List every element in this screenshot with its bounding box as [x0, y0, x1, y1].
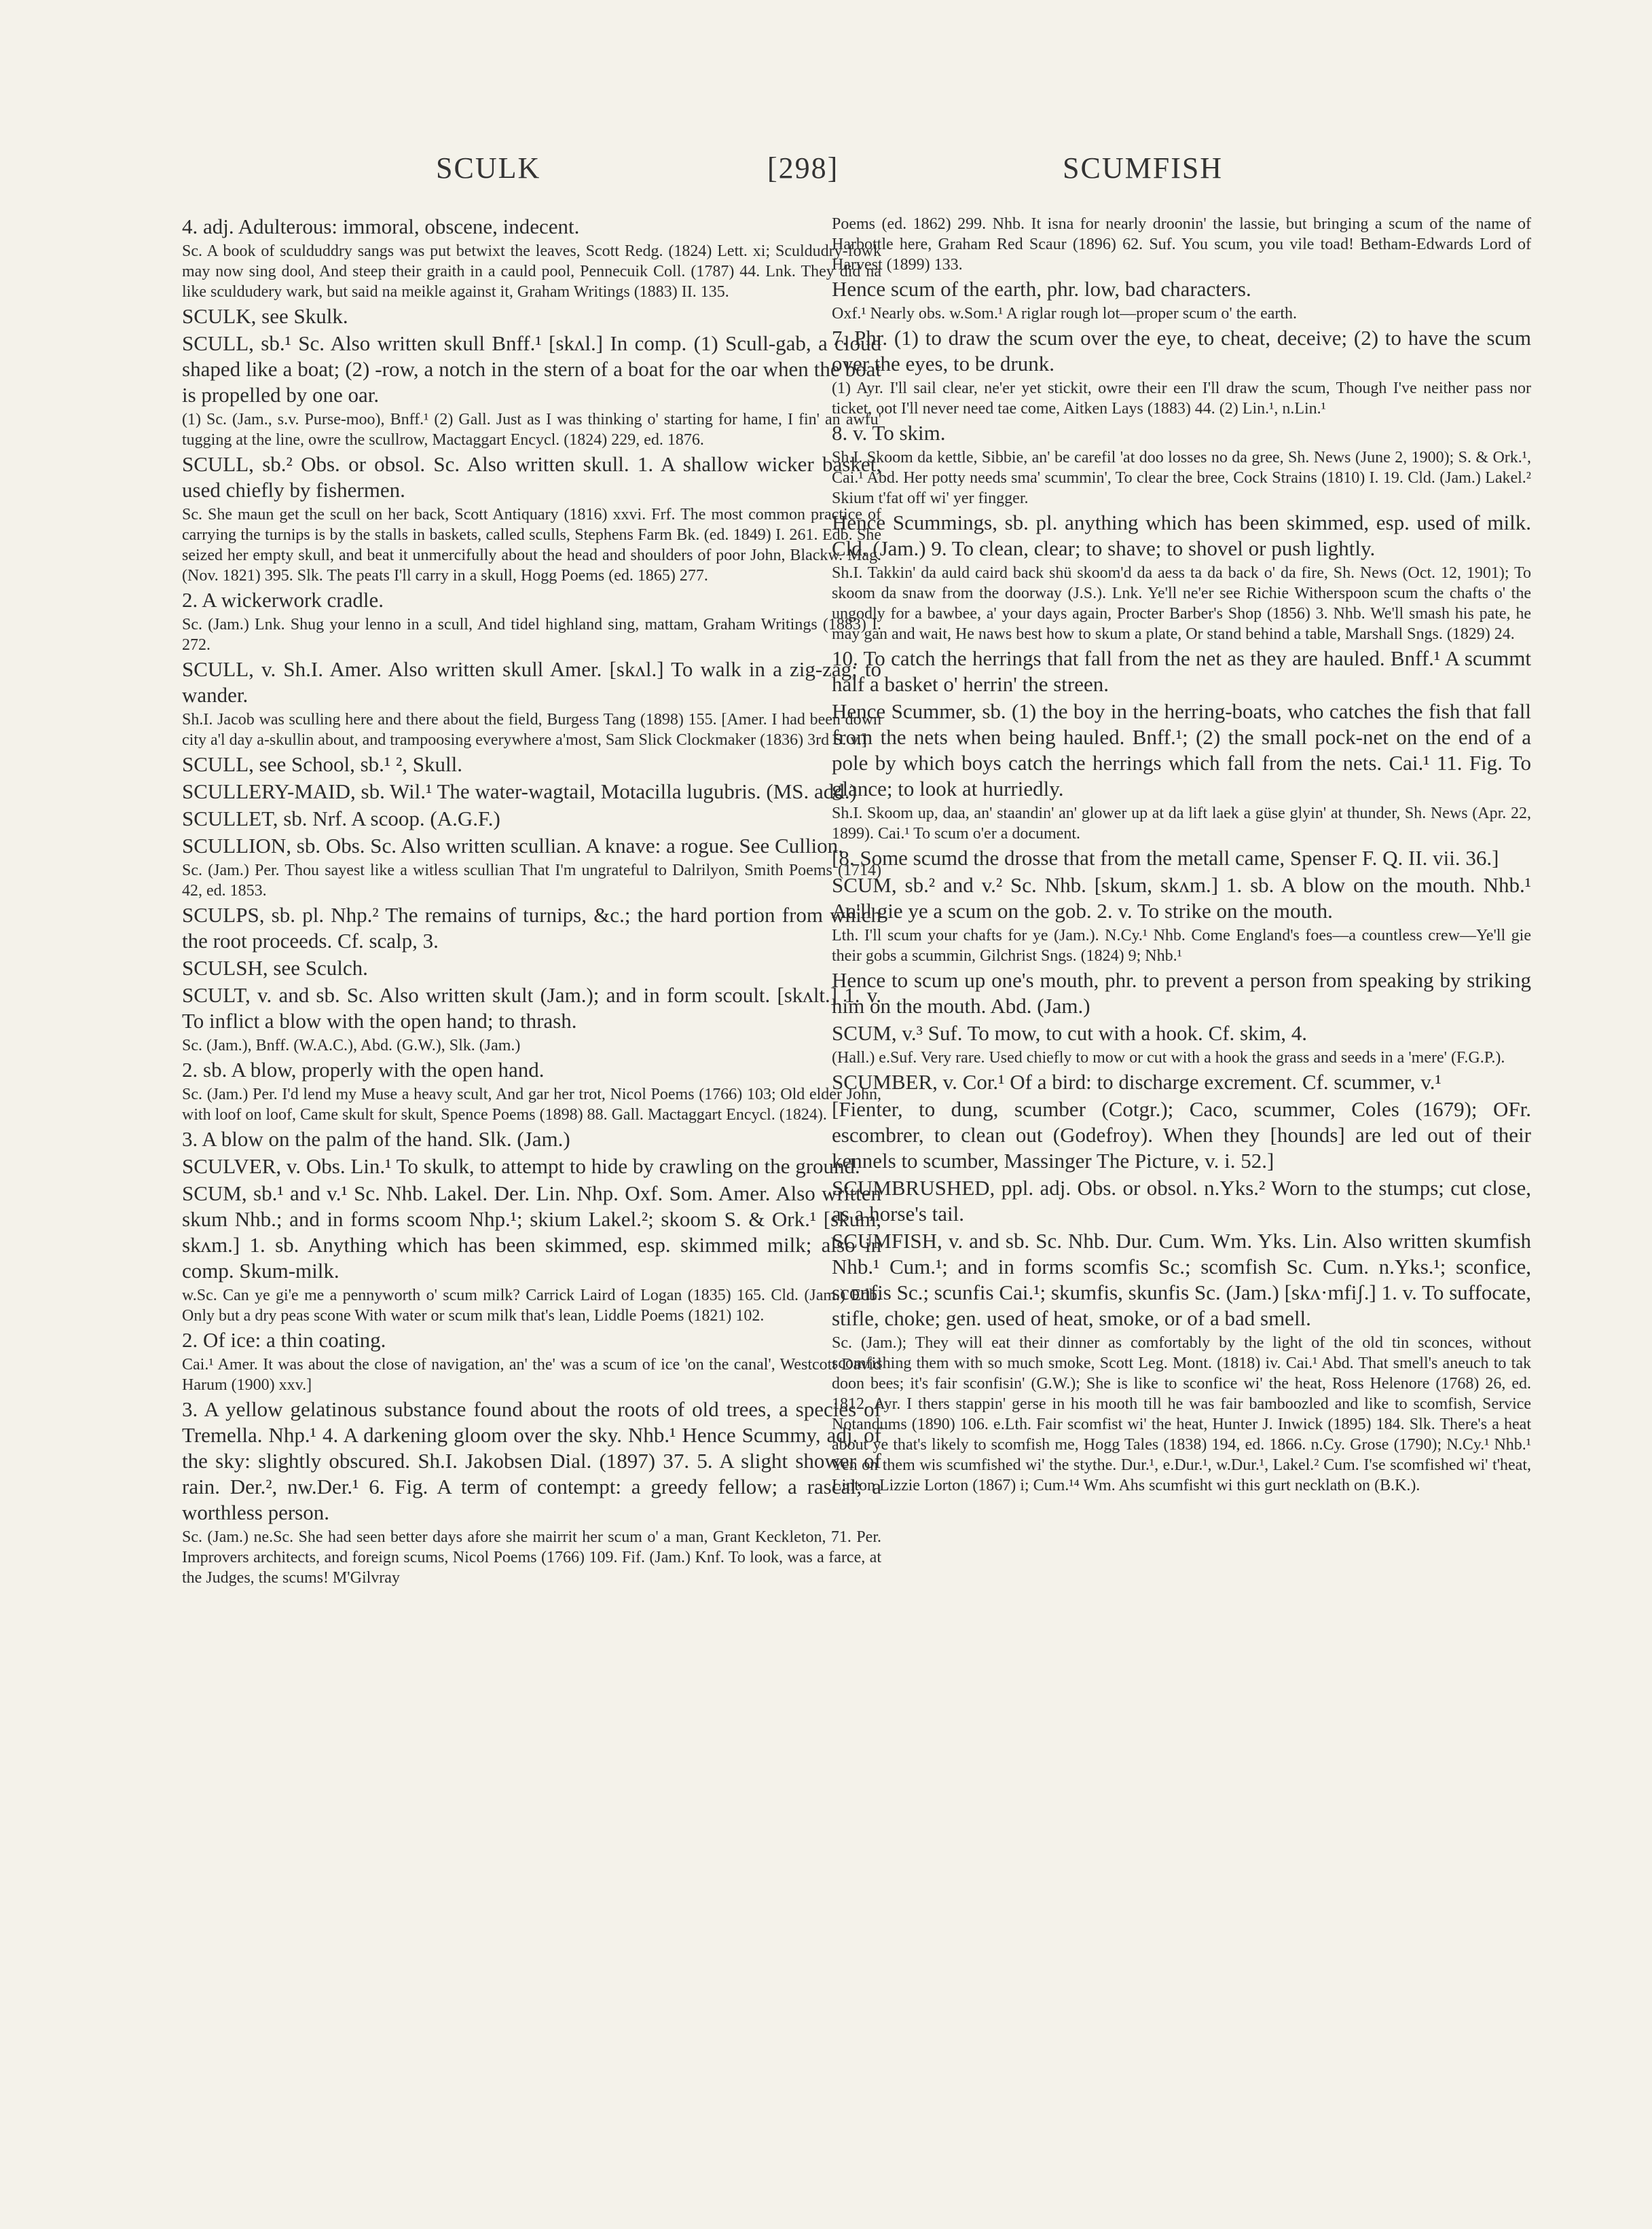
entry-paragraph: [Fienter, to dung, scumber (Cotgr.); Caco, scummer, Coles (1679); OFr. escombrer, to clean out (Godefroy). When they [hounds] are led out of their kennels to scumber, Massinger The Picture, v. i. 52.] [832, 1097, 1531, 1173]
entry-paragraph: Hence Scummer, sb. (1) the boy in the herring-boats, who catches the fish that fall from the nets when being hauled. Bnff.¹; (2) the small pock-net on the end of a pole by which boys catch the herrings which fall from the nets. Cai.¹ 11. Fig. To glance; to look at hurriedly. [832, 699, 1531, 800]
entry-paragraph: SCULL, see School, sb.¹ ², Skull. [182, 752, 462, 776]
entry-paragraph: [8. Some scumd the drosse that from the metall came, Spenser F. Q. II. vii. 36.] [832, 846, 1499, 870]
citation-paragraph: Sh.I. Takkin' da auld caird back shü skoom'd da aess ta da back o' da fire, Sh. News (Oct. 12, 1901); To skoom da snaw from the doorway (J.S.). Lnk. Ye'll ne'er see Richie Witherspoon scum the chafts o' the ungodly for a bawbee, a' your days again, Procter Barber's Shop (1856) 3. Nhb. We'll smash his pate, he may gan and wait, He naws best how to skum a plate, Or stand behind a table, Marshall Sngs. (1829) 24. [832, 564, 1531, 643]
citation-paragraph: Sc. (Jam.) Per. Thou sayest like a witless scullian That I'm ungrateful to Dalrilyon, Smith Poems (1714) 42, ed. 1853. [182, 862, 881, 900]
entry-paragraph: SCULLION, sb. Obs. Sc. Also written scullian. A knave: a rogue. See Cullion. [182, 834, 843, 858]
citation-paragraph: Poems (ed. 1862) 299. Nhb. It isna for nearly droonin' the lassie, but bringing a scum of the name of Harbottle here, Graham Red Scaur (1896) 62. Suf. You scum, you vile toad! Betham-Edwards Lord of Harvest (1899) 133. [832, 215, 1531, 274]
citation-paragraph: Sc. (Jam.) ne.Sc. She had seen better days afore she mairrit her scum o' a man, Grant Keckleton, 71. Per. Improvers architects, and foreign scums, Nicol Poems (1766) 109. Fif. (Jam.) Knf. To look, was a farce, at the Judges, the scums! M'Gilvray [182, 1528, 881, 1587]
entry-paragraph: SCUMBER, v. Cor.¹ Of a bird: to discharge excrement. Cf. scummer, v.¹ [832, 1070, 1442, 1094]
citation-paragraph: w.Sc. Can ye gi'e me a pennyworth o' scum milk? Carrick Laird of Logan (1835) 165. Cld. (Jam.) Edb. Only but a dry peas scone With water or scum milk that's lean, Liddle Poems (1821) 102. [182, 1287, 881, 1325]
entry-paragraph: SCULSH, see Sculch. [182, 956, 368, 980]
entry-paragraph: Hence Scummings, sb. pl. anything which has been skimmed, esp. used of milk. Cld. (Jam.) 9. To clean, clear; to shave; to shovel or push lightly. [832, 511, 1531, 560]
citation-paragraph: Sc. (Jam.), Bnff. (W.A.C.), Abd. (G.W.), Slk. (Jam.) [182, 1037, 521, 1054]
entry-paragraph: Hence to scum up one's mouth, phr. to prevent a person from speaking by striking him on the mouth. Abd. (Jam.) [832, 968, 1531, 1018]
entry-paragraph: 4. adj. Adulterous: immoral, obscene, indecent. [182, 215, 580, 238]
entry-paragraph: 2. A wickerwork cradle. [182, 588, 384, 612]
entry-paragraph: SCUM, v.³ Suf. To mow, to cut with a hook. Cf. skim, 4. [832, 1021, 1308, 1045]
entry-paragraph: SCULL, v. Sh.I. Amer. Also written skull Amer. [skʌl.] To walk in a zig-zag; to wander. [182, 657, 881, 707]
citation-paragraph: Oxf.¹ Nearly obs. w.Som.¹ A riglar rough lot—proper scum o' the earth. [832, 305, 1298, 323]
entry-paragraph: SCULK, see Skulk. [182, 304, 348, 328]
entry-paragraph: SCULL, sb.¹ Sc. Also written skull Bnff.¹ [skʌl.] In comp. (1) Scull-gab, a cloud shaped like a boat; (2) -row, a notch in the stern of a boat for the oar when the boat is propelled by one oar. [182, 331, 881, 407]
citation-paragraph: (Hall.) e.Suf. Very rare. Used chiefly to mow or cut with a hook the grass and seeds in a 'mere' (F.G.P.). [832, 1049, 1505, 1067]
entry-paragraph: SCUMBRUSHED, ppl. adj. Obs. or obsol. n.Yks.² Worn to the stumps; cut close, as a horse's tail. [832, 1176, 1531, 1226]
right-column [832, 214, 1531, 2135]
entry-paragraph: SCULLERY-MAID, sb. Wil.¹ The water-wagtail, Motacilla lugubris. (MS. add.) [182, 779, 857, 803]
citation-paragraph: Sc. (Jam.); They will eat their dinner as comfortably by the light of the old tin sconces, without scomfishing them with so much smoke, Scott Leg. Mont. (1818) iv. Cai.¹ Abd. That smell's aneuch to tak doon bees; it's fair sconfisin' (G.W.); She is like to sconfice wi' the heat, Ross Helenore (1768) 26, ed. 1812. Ayr. I thers stappin' gerse in his mooth till he was fair bamboozled and like to scomfish, Service Notandums (1890) 106. e.Lth. Fair scomfist wi' the heat, Hunter J. Inwick (1895) 184. Slk. There's a heat about ye that's likely to scomfish me, Hogg Tales (1838) 194, ed. 1866. n.Cy. Grose (1790); N.Cy.¹ Nhb.¹ Yen on them wis scumfished wi' the stythe. Dur.¹, e.Dur.¹, w.Dur.¹, Lakel.² Cum. I'se scomfished wi' t'heat, Linton Lizzie Lorton (1867) i; Cum.¹⁴ Wm. Ahs scumfisht wi this gurt necklath on (B.K.). [832, 1334, 1531, 1494]
entry-paragraph: SCULT, v. and sb. Sc. Also written skult (Jam.); and in form scoult. [skʌlt.] 1. v. To inflict a blow with the open hand; to thrash. [182, 983, 881, 1033]
entry-paragraph: 10. To catch the herrings that fall from the net as they are hauled. Bnff.¹ A scummt half a basket o' herrin' the streen. [832, 646, 1531, 696]
citation-paragraph: Sc. A book of sculduddry sangs was put betwixt the leaves, Scott Redg. (1824) Lett. xi; Sculdudry-fowk may now sing dool, And steep their graith in a cauld pool, Pennecuik Coll. (1787) 44. Lnk. They did na like sculdudery wark, but said na meikle against it, Graham Writings (1883) II. 135. [182, 242, 881, 301]
page-number: [298] [767, 151, 839, 185]
citation-paragraph: Cai.¹ Amer. It was about the close of navigation, an' the' was a scum of ice 'on the canal', Westcott David Harum (1900) xxv.] [182, 1356, 881, 1394]
citation-paragraph: Sc. (Jam.) Per. I'd lend my Muse a heavy scult, And gar her trot, Nicol Poems (1766) 103; Old elder John, with loof on loof, Came skult for skult, Spence Poems (1898) 88. Gall. Mactaggart Encycl. (1824). [182, 1086, 881, 1124]
citation-paragraph: (1) Ayr. I'll sail clear, ne'er yet stickit, owre their een I'll draw the scum, Though I've neither pass nor ticket, oot I'll never need tae come, Aitken Lays (1883) 44. (2) Lin.¹, n.Lin.¹ [832, 380, 1531, 418]
citation-paragraph: Sc. She maun get the scull on her back, Scott Antiquary (1816) xxvi. Frf. The most common practice of carrying the turnips is by the stalls in baskets, called sculls, Stephens Farm Bk. (ed. 1849) I. 261. Edb. She seized her empty skull, and beat it unmercifully about the head and shoulders of poor John, Blackw. Mag. (Nov. 1821) 395. Slk. The peats I'll carry in a skull, Hogg Poems (ed. 1865) 277. [182, 506, 881, 585]
entry-paragraph: SCULPS, sb. pl. Nhp.² The remains of turnips, &c.; the hard portion from which the root proceeds. Cf. scalp, 3. [182, 903, 881, 953]
entry-paragraph: SCUM, sb.¹ and v.¹ Sc. Nhb. Lakel. Der. Lin. Nhp. Oxf. Som. Amer. Also written skum Nhb.; and in forms scoom Nhp.¹; skium Lakel.²; skoom S. & Ork.¹ [skum, skʌm.] 1. sb. Anything which has been skimmed, esp. skimmed milk; also in comp. Skum-milk. [182, 1181, 881, 1283]
left-column [182, 214, 881, 2135]
citation-paragraph: Sh.I. Jacob was sculling here and there about the field, Burgess Tang (1898) 155. [Amer. I had been down city a'l day a-skullin about, and trampoosing everywhere a'most, Sam Slick Clockmaker (1836) 3rd S. v.] [182, 711, 881, 749]
entry-paragraph: 3. A yellow gelatinous substance found about the roots of old trees, a species of Tremella. Nhp.¹ 4. A darkening gloom over the sky. Nhb.¹ Hence Scummy, adj. of the sky: slightly obscured. Sh.I. Jakobsen Dial. (1897) 37. 5. A slight shower of rain. Der.², nw.Der.¹ 6. Fig. A term of contempt: a greedy fellow; a rascal; a worthless person. [182, 1397, 881, 1524]
citation-paragraph: Lth. I'll scum your chafts for ye (Jam.). N.Cy.¹ Nhb. Come England's foes—a countless crew—Ye'll gie their gobs a scummin, Gilchrist Sngs. (1824) 9; Nhb.¹ [832, 927, 1531, 965]
entry-paragraph: SCULVER, v. Obs. Lin.¹ To skulk, to attempt to hide by crawling on the ground. [182, 1154, 860, 1178]
entry-paragraph: 3. A blow on the palm of the hand. Slk. (Jam.) [182, 1127, 570, 1151]
citation-paragraph: (1) Sc. (Jam., s.v. Purse-moo), Bnff.¹ (2) Gall. Just as I was thinking o' starting for hame, I fin' an awfu' tugging at the line, owre the scullrow, Mactaggart Encycl. (1824) 229, ed. 1876. [182, 411, 881, 449]
entry-paragraph: 7. Phr. (1) to draw the scum over the eye, to cheat, deceive; (2) to have the scum over the eyes, to be drunk. [832, 326, 1531, 375]
entry-paragraph: SCUM, sb.² and v.² Sc. Nhb. [skum, skʌm.] 1. sb. A blow on the mouth. Nhb.¹ Aa'll gie ye a scum on the gob. 2. v. To strike on the mouth. [832, 873, 1531, 923]
entry-paragraph: 2. Of ice: a thin coating. [182, 1328, 386, 1352]
entry-paragraph: Hence scum of the earth, phr. low, bad characters. [832, 277, 1251, 301]
page-header [149, 151, 1507, 198]
entry-paragraph: SCULLET, sb. Nrf. A scoop. (A.G.F.) [182, 807, 500, 830]
header-left-word: SCULK [436, 151, 541, 185]
entry-paragraph: SCULL, sb.² Obs. or obsol. Sc. Also written skull. 1. A shallow wicker basket, used chiefly by fishermen. [182, 452, 881, 502]
entry-paragraph: 8. v. To skim. [832, 421, 946, 445]
citation-paragraph: Sc. (Jam.) Lnk. Shug your lenno in a scull, And tidel highland sing, mattam, Graham Writings (1883) I. 272. [182, 616, 881, 654]
citation-paragraph: Sh.I. Skoom da kettle, Sibbie, an' be carefil 'at doo losses no da gree, Sh. News (June 2, 1900); S. & Ork.¹, Cai.¹ Abd. Her potty needs sma' scummin', To clear the bree, Cock Strains (1810) I. 19. Cld. (Jam.) Lakel.² Skium t'fat off wi' yer fingger. [832, 449, 1531, 507]
entry-paragraph: 2. sb. A blow, properly with the open hand. [182, 1058, 545, 1082]
entry-paragraph: SCUMFISH, v. and sb. Sc. Nhb. Dur. Cum. Wm. Yks. Lin. Also written skumfish Nhb.¹ Cum.¹; and in forms scomfis Sc.; scomfish Sc. Cum. n.Yks.¹; sconfice, sconfis Sc.; scunfis Cai.¹; skumfis, skunfis Sc. (Jam.) [skʌ·mfiʃ.] 1. v. To suffocate, stifle, choke; gen. used of heat, smoke, or of a bad smell. [832, 1229, 1531, 1330]
header-right-word: SCUMFISH [1063, 151, 1224, 185]
citation-paragraph: Sh.I. Skoom up, daa, an' staandin' an' glower up at da lift laek a güse glyin' at thunder, Sh. News (Apr. 22, 1899). Cai.¹ To scum o'er a document. [832, 805, 1531, 843]
